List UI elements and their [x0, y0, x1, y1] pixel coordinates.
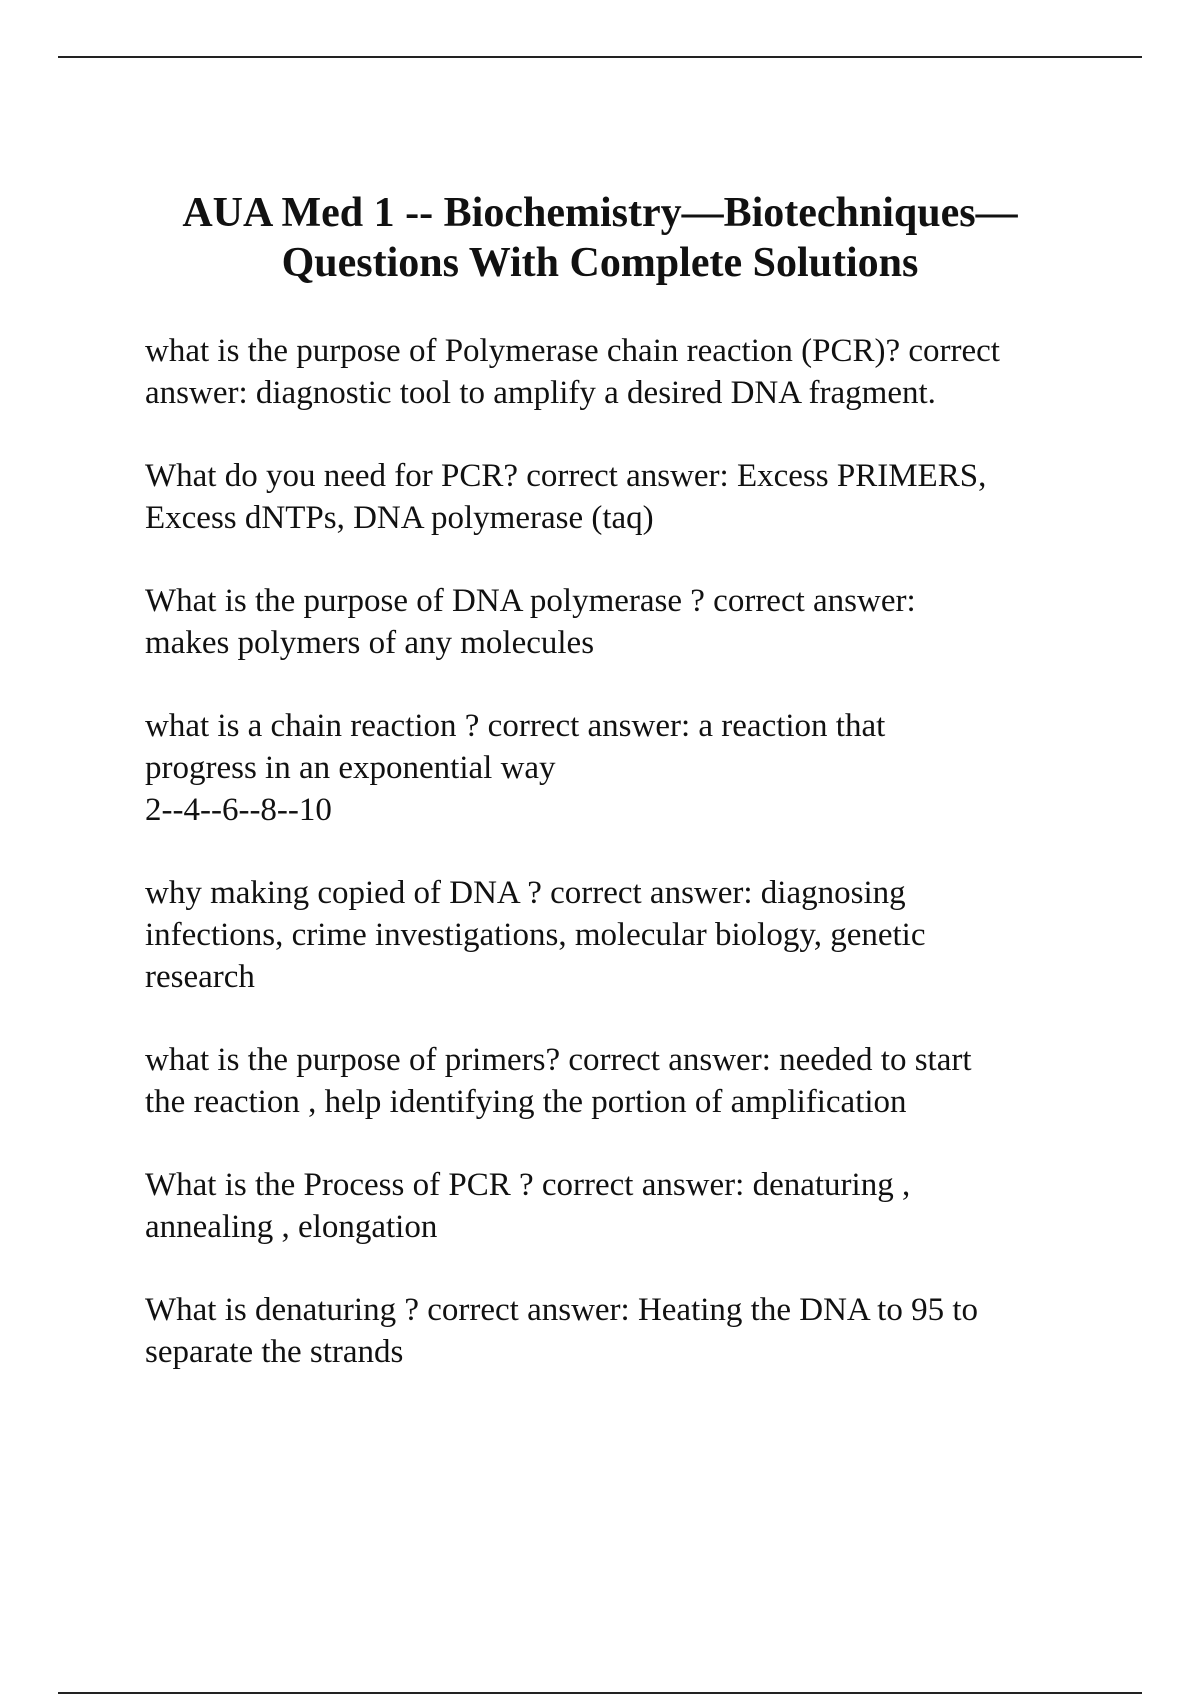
qa-item-denaturing [145, 1289, 1095, 1373]
qa-item-pcr-needs [145, 455, 1095, 539]
qa-line: What is the purpose of DNA polymerase ? correct answer: [145, 583, 916, 619]
qa-line: research [145, 959, 255, 995]
qa-item-dna-polymerase [145, 580, 1095, 664]
qa-line: answer: diagnostic tool to amplify a desired DNA fragment. [145, 375, 936, 411]
qa-line: the reaction , help identifying the portion of amplification [145, 1084, 907, 1120]
bottom-divider [58, 1692, 1142, 1694]
qa-line: what is a chain reaction ? correct answer: a reaction that [145, 708, 886, 744]
qa-list [145, 330, 1095, 1414]
qa-line: What is denaturing ? correct answer: Heating the DNA to 95 to [145, 1292, 978, 1328]
qa-line: progress in an exponential way [145, 750, 556, 786]
qa-item-dna-copies [145, 872, 1095, 998]
qa-line: infections, crime investigations, molecular biology, genetic [145, 917, 926, 953]
qa-line: separate the strands [145, 1334, 404, 1370]
qa-line: makes polymers of any molecules [145, 625, 595, 661]
title-line-1: AUA Med 1 -- Biochemistry—Biotechniques— [182, 190, 1018, 236]
qa-item-pcr-purpose [145, 330, 1095, 414]
qa-line: What do you need for PCR? correct answer: Excess PRIMERS, [145, 458, 987, 494]
document-title [100, 188, 1100, 288]
qa-line: what is the purpose of primers? correct answer: needed to start [145, 1042, 972, 1078]
qa-item-primers [145, 1039, 1095, 1123]
qa-line: What is the Process of PCR ? correct answer: denaturing , [145, 1167, 911, 1203]
qa-item-pcr-process [145, 1164, 1095, 1248]
title-line-2: Questions With Complete Solutions [281, 240, 919, 286]
top-divider [58, 56, 1142, 58]
qa-line: annealing , elongation [145, 1209, 438, 1245]
qa-line: why making copied of DNA ? correct answer: diagnosing [145, 875, 906, 911]
qa-line: 2--4--6--8--10 [145, 792, 332, 828]
qa-line: Excess dNTPs, DNA polymerase (taq) [145, 500, 654, 536]
qa-item-chain-reaction [145, 705, 1095, 831]
qa-line: what is the purpose of Polymerase chain reaction (PCR)? correct [145, 333, 1000, 369]
